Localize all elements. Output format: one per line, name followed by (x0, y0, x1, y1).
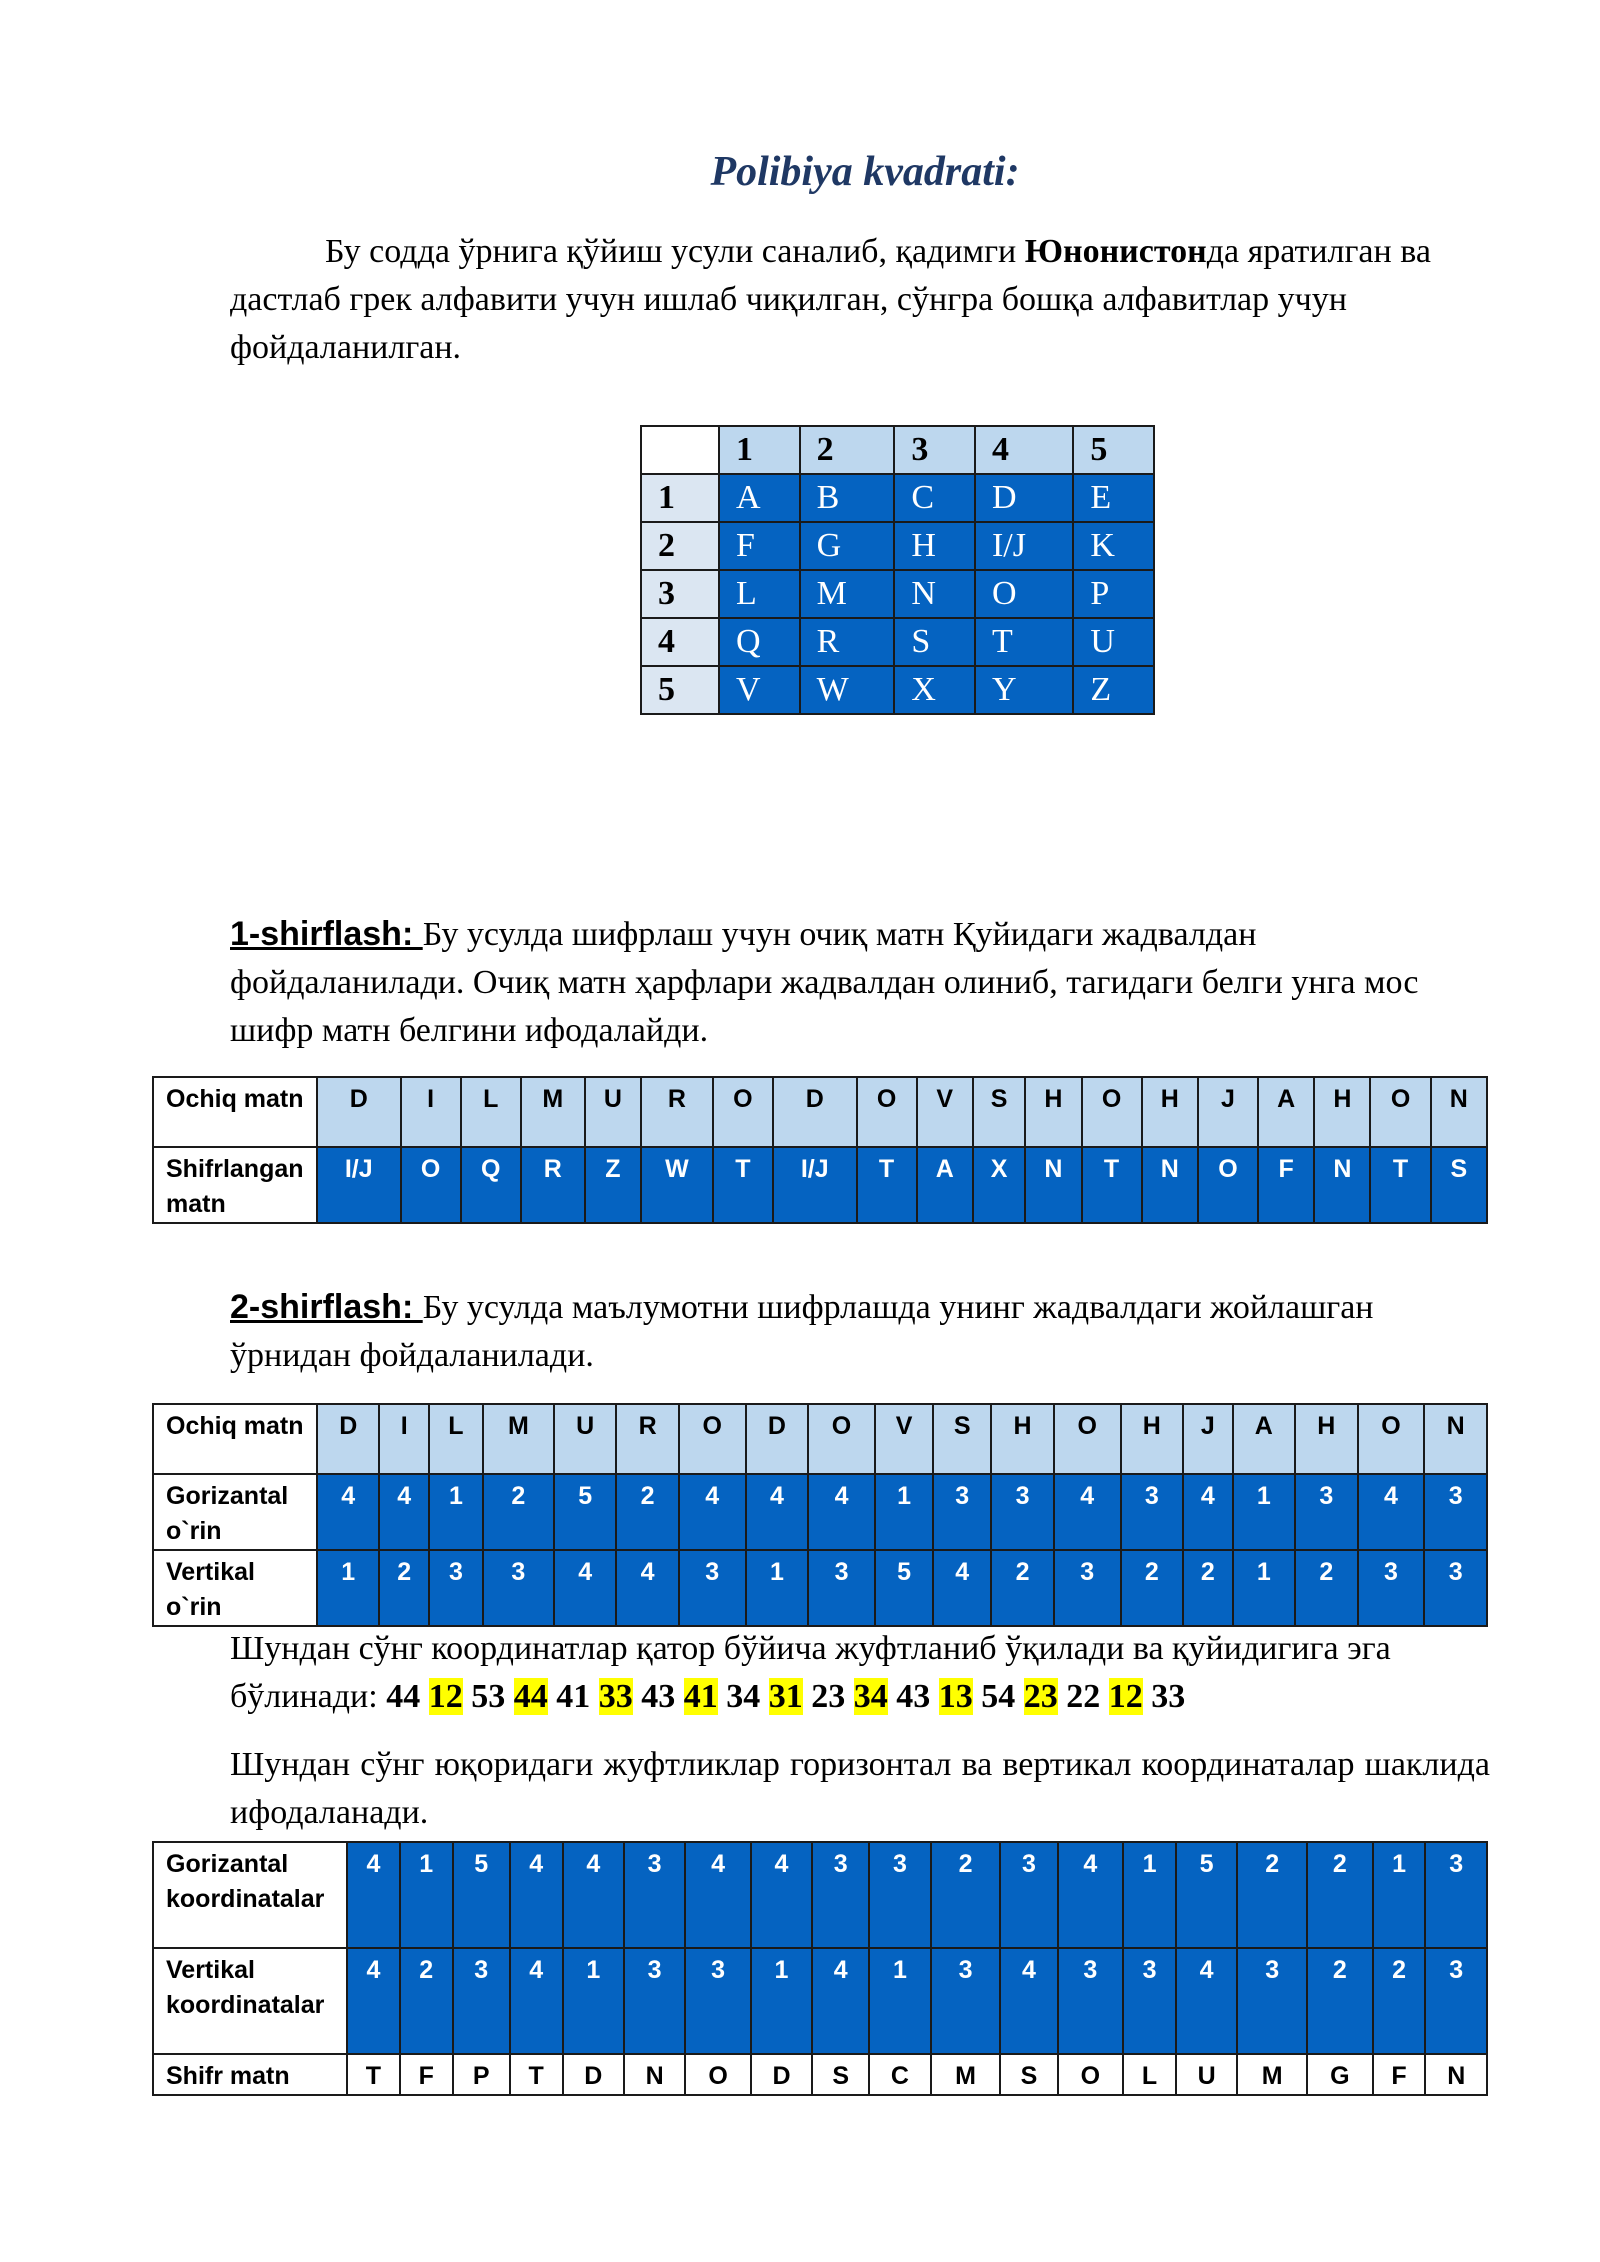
table-cell: O (857, 1077, 917, 1147)
method1-text: Бу усулда шифрлаш учун очиқ матн Қуйидаги жадвалдан фойдаланилади. Очиқ матн ҳарфлари жадвалдан олиниб, тагидаги белги унга мос шифр матн белгини ифодалайди. (230, 916, 1419, 1049)
pair-number: 34 (726, 1678, 761, 1715)
table-row (153, 1147, 1487, 1223)
table-cell: T (510, 2054, 563, 2095)
row-label: Ochiq matn (153, 1404, 317, 1474)
table-cell: R (616, 1404, 678, 1474)
table-cell: D (317, 1077, 401, 1147)
table-cell: 3 (1058, 1948, 1124, 2054)
table-cell: I/J (773, 1147, 857, 1223)
pair-number: 23 (811, 1678, 846, 1715)
row-label: Shifr matn (153, 2054, 347, 2095)
table-cell: L (1123, 2054, 1176, 2095)
square-row (641, 474, 1154, 522)
method1-heading: 1-shirflash: (230, 915, 423, 953)
pairs-text: Шундан сўнг координатлар қатор бўйича жуфтланиб ўқилади ва қуйидигига эга бўлинади: (230, 1630, 1391, 1715)
table-cell: 4 (379, 1474, 429, 1550)
table-cell: 2 (931, 1842, 1001, 1948)
table-cell: 1 (1233, 1550, 1295, 1626)
table-cell: 2 (1295, 1550, 1357, 1626)
table-cell: 4 (812, 1948, 869, 2054)
intro-text-1: Бу содда ўрнига қўйиш усули саналиб, қадимги (325, 233, 1025, 270)
table-cell: 4 (685, 1842, 751, 1948)
pair-number: 41 (556, 1678, 591, 1715)
table-cell: 4 (1054, 1474, 1121, 1550)
table-cell: T (1370, 1147, 1430, 1223)
square-row (641, 666, 1154, 714)
pair-number: 33 (1151, 1678, 1186, 1715)
table-cell: 3 (1358, 1550, 1425, 1626)
table-cell: 4 (1058, 1842, 1124, 1948)
row-label: Shifrlangan matn (153, 1147, 317, 1223)
table-cell: R (641, 1077, 713, 1147)
row-label: Ochiq matn (153, 1077, 317, 1147)
table-row (153, 1550, 1487, 1626)
row-label: Vertikal o`rin (153, 1550, 317, 1626)
table-cell: T (1082, 1147, 1142, 1223)
row-label: Gorizantal o`rin (153, 1474, 317, 1550)
square-row (641, 522, 1154, 570)
page-title: Polibiya kvadrati: (710, 149, 1020, 195)
table-cell: H (1025, 1077, 1081, 1147)
table-cell: H (1142, 1077, 1198, 1147)
square-cell: H (894, 522, 975, 570)
table-cell: H (1121, 1404, 1183, 1474)
pair-number: 22 (1066, 1678, 1101, 1715)
table-cell: 4 (933, 1550, 991, 1626)
table-cell: 1 (746, 1550, 808, 1626)
table-cell: 3 (1424, 1550, 1487, 1626)
table-cell: 4 (746, 1474, 808, 1550)
table-row (153, 1404, 1487, 1474)
table-cell: 2 (1307, 1948, 1373, 2054)
table-cell: 4 (317, 1474, 379, 1550)
table-cell: 5 (1176, 1842, 1237, 1948)
table-cell: 4 (554, 1550, 616, 1626)
square-cell: S (894, 618, 975, 666)
table-cell: 3 (429, 1550, 483, 1626)
square-cell: E (1073, 474, 1154, 522)
table-cell: 4 (510, 1842, 563, 1948)
table-cell: 3 (1000, 1842, 1057, 1948)
table-cell: 1 (400, 1842, 453, 1948)
table-cell: 4 (808, 1474, 875, 1550)
table-cell: 3 (1237, 1948, 1307, 2054)
square-cell: X (894, 666, 975, 714)
table-cell: O (679, 1404, 746, 1474)
square-column-header: 1 (719, 426, 800, 474)
table-cell: T (713, 1147, 773, 1223)
table-cell: J (1183, 1404, 1233, 1474)
table-cell: 3 (624, 1842, 685, 1948)
table-cell: O (1054, 1404, 1121, 1474)
pair-number: 41 (683, 1678, 718, 1715)
square-cell: C (894, 474, 975, 522)
table-row (153, 1077, 1487, 1147)
table-cell: A (917, 1147, 973, 1223)
table-cell: 2 (400, 1948, 453, 2054)
square-cell: I/J (975, 522, 1073, 570)
pair-number: 34 (853, 1678, 888, 1715)
table-cell: 4 (1176, 1948, 1237, 2054)
square-cell: W (800, 666, 895, 714)
table-cell: F (1258, 1147, 1314, 1223)
pair-number: 12 (428, 1678, 463, 1715)
table-cell: O (713, 1077, 773, 1147)
square-row-header: 2 (641, 522, 719, 570)
square-row (641, 570, 1154, 618)
table-cell: 5 (453, 1842, 510, 1948)
table-cell: 4 (347, 1842, 400, 1948)
table-cell: 2 (1121, 1550, 1183, 1626)
method2-result-table (152, 1841, 1488, 2096)
table-cell: S (1431, 1147, 1487, 1223)
table-cell: 4 (510, 1948, 563, 2054)
table-cell: N (1142, 1147, 1198, 1223)
table-cell: 2 (1183, 1550, 1233, 1626)
table-cell: F (1373, 2054, 1426, 2095)
table-cell: 3 (1054, 1550, 1121, 1626)
table-cell: H (991, 1404, 1053, 1474)
method2-text: Бу усулда маълумотни шифрлашда унинг жадвалдаги жойлашган ўрнидан фойдаланилади. (230, 1289, 1374, 1374)
square-cell: R (800, 618, 895, 666)
square-corner-cell (641, 426, 719, 474)
square-header-row (641, 426, 1154, 474)
table-cell: Q (461, 1147, 521, 1223)
square-cell: K (1073, 522, 1154, 570)
table-row (153, 1474, 1487, 1550)
coords-paragraph: Шундан сўнг юқоридаги жуфтликлар горизонтал ва вертикал координаталар шаклида ифодаланади. (230, 1746, 1490, 1831)
table-cell: 3 (1121, 1474, 1183, 1550)
table-cell: M (521, 1077, 585, 1147)
table-cell: 3 (1424, 1474, 1487, 1550)
table-cell: 4 (347, 1948, 400, 2054)
method2-table (152, 1403, 1488, 1627)
table-cell: I/J (317, 1147, 401, 1223)
table-cell: 3 (931, 1948, 1001, 2054)
table-cell: M (1237, 2054, 1307, 2095)
table-cell: C (869, 2054, 930, 2095)
table-cell: 4 (679, 1474, 746, 1550)
pair-number: 13 (938, 1678, 973, 1715)
square-cell: T (975, 618, 1073, 666)
square-column-header: 2 (800, 426, 895, 474)
square-cell: U (1073, 618, 1154, 666)
pair-number: 12 (1108, 1678, 1143, 1715)
table-cell: 3 (812, 1842, 869, 1948)
intro-bold-word: Юнонистон (1024, 233, 1207, 270)
table-cell: N (1025, 1147, 1081, 1223)
table-cell: Z (585, 1147, 641, 1223)
table-cell: 4 (751, 1842, 812, 1948)
square-cell: Q (719, 618, 800, 666)
table-cell: 3 (483, 1550, 554, 1626)
table-cell: L (429, 1404, 483, 1474)
intro-paragraph (230, 228, 1490, 372)
table-cell: T (347, 2054, 400, 2095)
table-cell: V (917, 1077, 973, 1147)
square-cell: P (1073, 570, 1154, 618)
method2-paragraph (230, 1283, 1490, 1380)
pair-number: 33 (598, 1678, 633, 1715)
table-cell: 2 (379, 1550, 429, 1626)
table-row (153, 1948, 1487, 2054)
table-cell: O (808, 1404, 875, 1474)
table-cell: 1 (1123, 1842, 1176, 1948)
table-cell: 1 (429, 1474, 483, 1550)
pair-number: 44 (513, 1678, 548, 1715)
table-cell: 3 (453, 1948, 510, 2054)
table-cell: 3 (808, 1550, 875, 1626)
table-row (153, 1842, 1487, 1948)
table-cell: 2 (1307, 1842, 1373, 1948)
table-cell: 2 (1237, 1842, 1307, 1948)
square-cell: F (719, 522, 800, 570)
pairs-paragraph (230, 1625, 1490, 1721)
table-cell: O (1358, 1404, 1425, 1474)
table-cell: 2 (616, 1474, 678, 1550)
square-cell: B (800, 474, 895, 522)
intro-text-2: да яратилган ва дастлаб грек алфавити учун ишлаб чиқилган, сўнгра бошқа алфавитлар учун фойдаланилган. (230, 233, 1431, 366)
pair-number: 44 (386, 1678, 421, 1715)
table-cell: J (1198, 1077, 1258, 1147)
table-cell: 3 (1425, 1948, 1487, 2054)
pair-number: 54 (981, 1678, 1016, 1715)
table-cell: M (931, 2054, 1001, 2095)
table-cell: 3 (1425, 1842, 1487, 1948)
table-cell: 1 (563, 1948, 624, 2054)
table-cell: 3 (991, 1474, 1053, 1550)
table-cell: R (521, 1147, 585, 1223)
table-cell: 3 (685, 1948, 751, 2054)
square-cell: M (800, 570, 895, 618)
table-cell: 4 (1183, 1474, 1233, 1550)
table-cell: A (1233, 1404, 1295, 1474)
table-cell: 1 (751, 1948, 812, 2054)
table-cell: M (483, 1404, 554, 1474)
square-row-header: 3 (641, 570, 719, 618)
square-cell: Z (1073, 666, 1154, 714)
square-cell: V (719, 666, 800, 714)
table-cell: N (1431, 1077, 1487, 1147)
table-cell: 3 (933, 1474, 991, 1550)
table-cell: V (875, 1404, 933, 1474)
pair-number: 43 (641, 1678, 676, 1715)
pairs-sequence (386, 1678, 1185, 1715)
row-label: Gorizantal koordinatalar (153, 1842, 347, 1948)
row-label: Vertikal koordinatalar (153, 1948, 347, 2054)
table-cell: U (1176, 2054, 1237, 2095)
table-cell: O (1198, 1147, 1258, 1223)
square-cell: Y (975, 666, 1073, 714)
table-cell: 5 (875, 1550, 933, 1626)
table-cell: 2 (1373, 1948, 1426, 2054)
table-cell: 3 (869, 1842, 930, 1948)
square-cell: D (975, 474, 1073, 522)
square-column-header: 5 (1073, 426, 1154, 474)
table-cell: 4 (563, 1842, 624, 1948)
table-cell: W (641, 1147, 713, 1223)
table-cell: S (973, 1077, 1025, 1147)
table-cell: H (1295, 1404, 1357, 1474)
table-cell: O (1370, 1077, 1430, 1147)
table-cell: O (685, 2054, 751, 2095)
table-cell: 3 (1295, 1474, 1357, 1550)
square-row-header: 5 (641, 666, 719, 714)
table-cell: 1 (1373, 1842, 1426, 1948)
table-cell: D (773, 1077, 857, 1147)
table-cell: 4 (1358, 1474, 1425, 1550)
table-cell: 1 (1233, 1474, 1295, 1550)
table-cell: P (453, 2054, 510, 2095)
table-cell: O (1082, 1077, 1142, 1147)
method1-paragraph (230, 910, 1490, 1055)
table-cell: O (1058, 2054, 1124, 2095)
table-cell: 4 (616, 1550, 678, 1626)
table-cell: 4 (1000, 1948, 1057, 2054)
table-cell: N (1425, 2054, 1487, 2095)
table-cell: 2 (483, 1474, 554, 1550)
table-cell: 1 (869, 1948, 930, 2054)
table-cell: F (400, 2054, 453, 2095)
table-cell: N (624, 2054, 685, 2095)
table-cell: D (746, 1404, 808, 1474)
table-cell: U (554, 1404, 616, 1474)
table-cell: 3 (624, 1948, 685, 2054)
table-cell: 2 (991, 1550, 1053, 1626)
square-cell: L (719, 570, 800, 618)
table-cell: U (585, 1077, 641, 1147)
method2-heading: 2-shirflash: (230, 1288, 423, 1326)
table-cell: D (751, 2054, 812, 2095)
square-column-header: 3 (894, 426, 975, 474)
square-row-header: 4 (641, 618, 719, 666)
pair-number: 23 (1023, 1678, 1058, 1715)
table-cell: 3 (1123, 1948, 1176, 2054)
table-cell: L (461, 1077, 521, 1147)
square-cell: G (800, 522, 895, 570)
table-cell: S (1000, 2054, 1057, 2095)
table-cell: 5 (554, 1474, 616, 1550)
square-cell: A (719, 474, 800, 522)
table-cell: N (1424, 1404, 1487, 1474)
table-row (153, 2054, 1487, 2095)
method1-table (152, 1076, 1488, 1224)
table-cell: 1 (875, 1474, 933, 1550)
table-cell: X (973, 1147, 1025, 1223)
table-cell: I (401, 1077, 461, 1147)
square-cell: O (975, 570, 1073, 618)
pair-number: 43 (896, 1678, 931, 1715)
table-cell: 3 (679, 1550, 746, 1626)
table-cell: I (379, 1404, 429, 1474)
table-cell: D (317, 1404, 379, 1474)
pair-number: 31 (768, 1678, 803, 1715)
table-cell: N (1314, 1147, 1370, 1223)
table-cell: S (933, 1404, 991, 1474)
polybius-square (640, 425, 1155, 715)
pair-number: 53 (471, 1678, 506, 1715)
table-cell: A (1258, 1077, 1314, 1147)
square-cell: N (894, 570, 975, 618)
table-cell: D (563, 2054, 624, 2095)
table-cell: 1 (317, 1550, 379, 1626)
square-row-header: 1 (641, 474, 719, 522)
table-cell: O (401, 1147, 461, 1223)
table-cell: T (857, 1147, 917, 1223)
square-row (641, 618, 1154, 666)
table-cell: H (1314, 1077, 1370, 1147)
table-cell: G (1307, 2054, 1373, 2095)
table-cell: S (812, 2054, 869, 2095)
square-column-header: 4 (975, 426, 1073, 474)
